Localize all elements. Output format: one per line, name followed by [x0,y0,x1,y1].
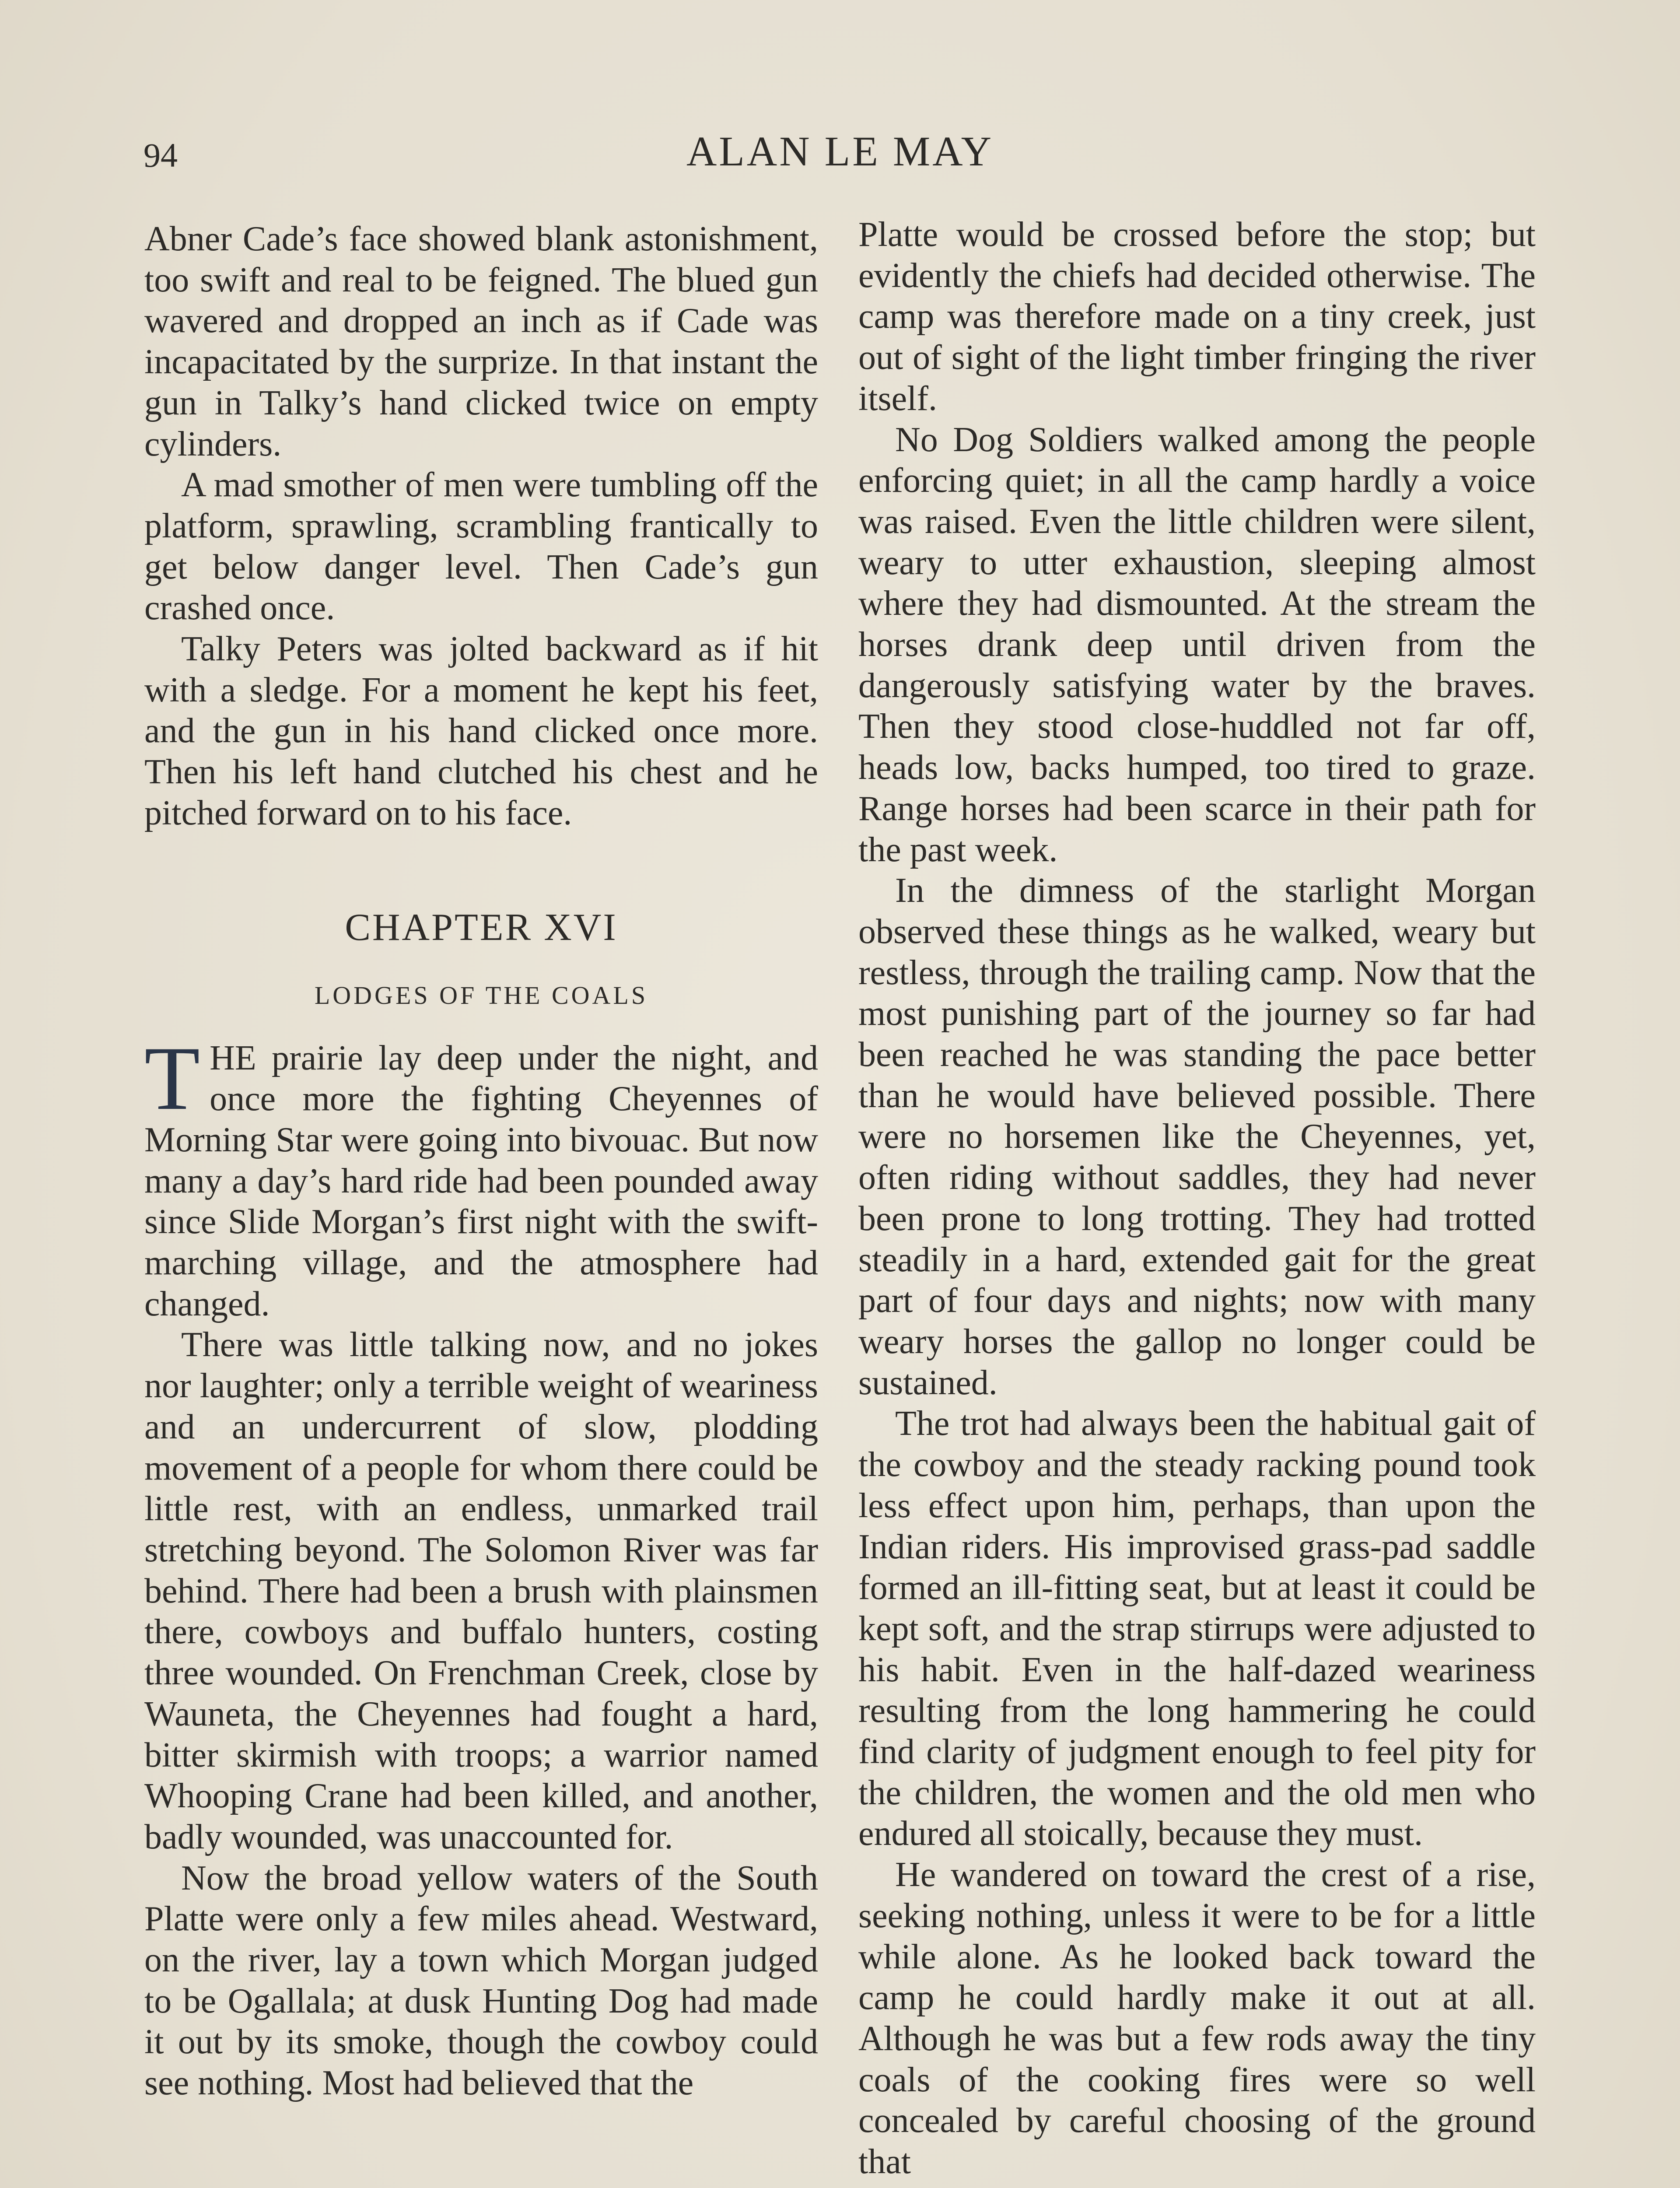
paragraph: No Dog Soldiers walked among the people enforcing quiet; in all the camp hardly a voice was raised. Even the little children were silent, weary to utter exhaustion, sleeping almost where they had dismounted. At the stream the horses drank deep until driven from the dangerously satisfying water by the braves. Then they stood close-huddled not far off, heads low, backs humped, too tired to graze. Range horses had been scarce in their path for the past week. [858,420,1536,869]
paragraph: In the dimness of the starlight Morgan observed these things as he walked, weary but restless, through the trailing camp. Now that the most punishing part of the journey so far had been reached he was standing the pace better than he would have believed possible. There were no horsemen like the Cheyennes, yet, often riding without saddles, they had never been prone to long trotting. They had trotted steadily in a hard, extended gait for the great part of four days and nights; now with many weary horses the gallop no longer could be sustained. [858,871,1536,1402]
left-column [144,219,818,2104]
paragraph: He wandered on toward the crest of a rise, seeking nothing, unless it were to be for a little while alone. As he looked back toward the camp he could hardly make it out at all. Although he was but a few rods away the tiny coals of the cooking fires were so well concealed by careful choosing of the ground that [858,1855,1536,2181]
page-number: 94 [144,136,178,174]
paragraph: Abner Cade’s face showed blank astonishment, too swift and real to be feigned. The blued gun wavered and dropped an inch as if Cade was incapacitated by the surprize. In that instant the gun in Talky’s hand clicked twice on empty cylinders. [144,220,818,463]
chapter-subtitle: LODGES OF THE COALS [314,981,648,1010]
chapter-opening-text: HE prairie lay deep under the night, and once more the fighting Cheyennes of Morning Star were going into bivouac. But now many a day’s hard ride had been pounded away since Slide Morgan’s first night with the swift-marching village, and the atmosphere had changed. [144,1038,818,1323]
paragraph: Talky Peters was jolted backward as if hit with a sledge. For a moment he kept his feet, and the gun in his hand clicked once more. Then his left hand clutched his chest and he pitched forward on to his face. [144,630,818,832]
drop-cap: T [144,1027,200,1129]
running-head: ALAN LE MAY [686,128,994,175]
paragraph: Now the broad yellow waters of the South Platte were only a few miles ahead. Westward, on the river, lay a town which Morgan judged to be Ogallala; at dusk Hunting Dog had made it out by its smoke, though the cowboy could see nothing. Most had believed that the [144,1858,818,2103]
chapter-opening-paragraph [144,1027,818,1325]
page-header [0,127,1680,188]
paragraph: A mad smother of men were tumbling off the platform, sprawling, scrambling frantically to get below danger level. Then Cade’s gun crashed once. [144,466,818,628]
chapter-title: CHAPTER XVI [345,906,618,949]
paragraph: The trot had always been the habitual gait of the cowboy and the steady racking pound took less effect upon him, perhaps, than upon the Indian riders. His improvised grass-pad saddle formed an ill-fitting seat, but at least it could be kept soft, and the strap stirrups were adjusted to his habit. Even in the half-dazed weariness resulting from the long hammering he could find clarity of judgment enough to feel pity for the children, the women and the old men who endured all stoically, because they must. [858,1404,1536,1853]
paragraph-continued: Platte would be crossed before the stop; but evidently the chiefs had decided otherwise. The camp was therefore made on a tiny creek, just out of sight of the light timber fringing the river itself. [858,215,1536,418]
right-column [858,214,1536,2183]
paragraph: There was little talking now, and no jokes nor laughter; only a terrible weight of weariness and an undercurrent of slow, plodding movement of a people for whom there could be little rest, with an endless, unmarked trail stretching beyond. The Solomon River was far behind. There had been a brush with plainsmen there, cowboys and buffalo hunters, costing three wounded. On Frenchman Creek, close by Wauneta, the Cheyennes had fought a hard, bitter skirmish with troops; a warrior named Whooping Crane had been killed, and another, badly wounded, was unaccounted for. [144,1325,818,1856]
